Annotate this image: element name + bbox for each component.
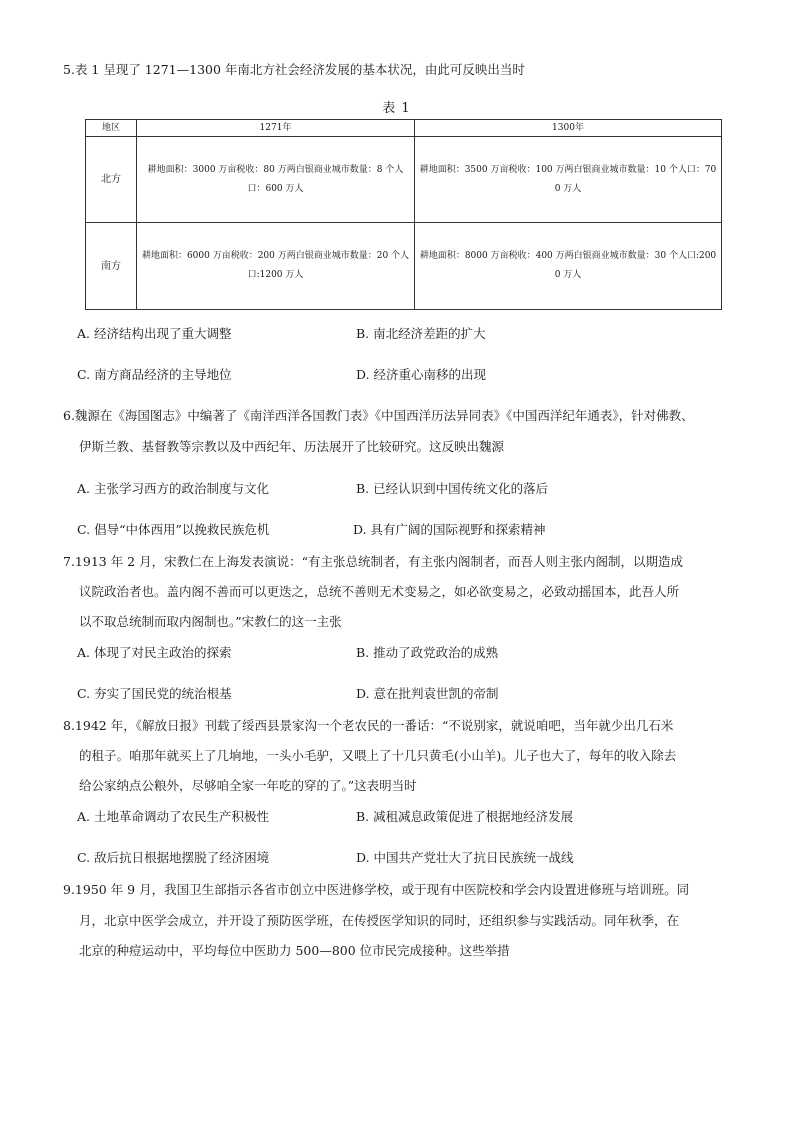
q7-stem-line: 议院政治者也。盖内阁不善而可以更迭之，总统不善则无术变易之，如必欲变易之，必致动摇国本，此吾人所 — [79, 584, 680, 599]
q6-stem-line: 6.魏源在《海国图志》中编著了《南洋西洋各国教门表》《中国西洋历法异同表》《中国西洋纪年通表》，针对佛教、 — [63, 408, 694, 423]
q7-option-d: D. 意在批判袁世凯的帝制 — [356, 686, 499, 701]
q5-option-a: A. 经济结构出现了重大调整 — [77, 326, 232, 341]
q8-stem-line: 8.1942 年，《解放日报》刊载了绥西县景家沟一个老农民的一番话：“不说别家，就说咱吧，当年就少出几石米 — [63, 718, 674, 733]
q8-stem-line: 给公家纳点公粮外，尽够咱全家一年吃的穿的了。”这表明当时 — [79, 778, 417, 793]
table-row — [86, 137, 722, 223]
q8-option-c: C. 敌后抗日根据地摆脱了经济困境 — [77, 850, 270, 865]
q6-option-a: A. 主张学习西方的政治制度与文化 — [77, 481, 269, 496]
q7-option-a: A. 体现了对民主政治的探索 — [77, 645, 232, 660]
q7-stem-line: 以不取总统制而取内阁制也。”宋教仁的这一主张 — [79, 614, 342, 629]
q9-stem-line: 月，北京中医学会成立，并开设了预防医学班，在传授医学知识的同时，还组织参与实践活动。同年秋季，在 — [79, 913, 680, 928]
q7-option-c: C. 夯实了国民党的统治根基 — [77, 686, 232, 701]
header-region: 地区 — [86, 120, 137, 137]
q5-option-d: D. 经济重心南移的出现 — [356, 367, 487, 382]
q8-option-d: D. 中国共产党壮大了抗日民族统一战线 — [356, 850, 574, 865]
table-header-row — [86, 120, 722, 137]
q9-stem-line: 北京的种痘运动中，平均每位中医助力 500—800 位市民完成接种。这些举措 — [79, 943, 510, 958]
q5-option-b: B. 南北经济差距的扩大 — [356, 326, 486, 341]
q6-option-b: B. 已经认识到中国传统文化的落后 — [356, 481, 549, 496]
cell-1300: 耕地面积：3500 万亩税收：100 万两白银商业城市数量：10 个人口：700 万人 — [415, 137, 722, 223]
cell-1271: 耕地面积：3000 万亩税收：80 万两白银商业城市数量：8 个人口：600 万人 — [137, 137, 415, 223]
q9-stem-line: 9.1950 年 9 月，我国卫生部指示各省市创立中医进修学校，或于现有中医院校和学会内设置进修班与培训班。同 — [63, 882, 690, 897]
header-1300: 1300年 — [415, 120, 722, 137]
q7-stem-line: 7.1913 年 2 月，宋教仁在上海发表演说：“有主张总统制者，有主张内阁制者，而吾人则主张内阁制，以期造成 — [63, 554, 684, 569]
q8-option-a: A. 土地革命调动了农民生产积极性 — [77, 809, 269, 824]
cell-1300: 耕地面积：8000 万亩税收：400 万两白银商业城市数量：30 个人口:2000 万人 — [415, 223, 722, 310]
q6-option-d: D. 具有广阔的国际视野和探索精神 — [353, 522, 546, 537]
q7-option-b: B. 推动了政党政治的成熟 — [356, 645, 499, 660]
q8-stem-line: 的租子。咱那年就买上了几垧地，一头小毛驴，又喂上了十几只黄毛(小山羊)。儿子也大了，每年的收入除去 — [79, 748, 677, 763]
q8-option-b: B. 减租减息政策促进了根据地经济发展 — [356, 809, 574, 824]
header-1271: 1271年 — [137, 120, 415, 137]
region-cell: 北方 — [86, 137, 137, 223]
q6-stem-line: 伊斯兰教、基督教等宗教以及中西纪年、历法展开了比较研究。这反映出魏源 — [79, 439, 505, 454]
table-row — [86, 223, 722, 310]
table-caption: 表 1 — [382, 101, 411, 116]
q5-stem: 5.表 1 呈现了 1271—1300 年南北方社会经济发展的基本状况，由此可反映出当时 — [63, 62, 525, 77]
data-table — [85, 119, 722, 310]
q5-option-c: C. 南方商品经济的主导地位 — [77, 367, 232, 382]
q6-option-c: C. 倡导“中体西用”以挽救民族危机 — [77, 522, 270, 537]
region-cell: 南方 — [86, 223, 137, 310]
cell-1271: 耕地面积：6000 万亩税收：200 万两白银商业城市数量：20 个人口:1200 万人 — [137, 223, 415, 310]
